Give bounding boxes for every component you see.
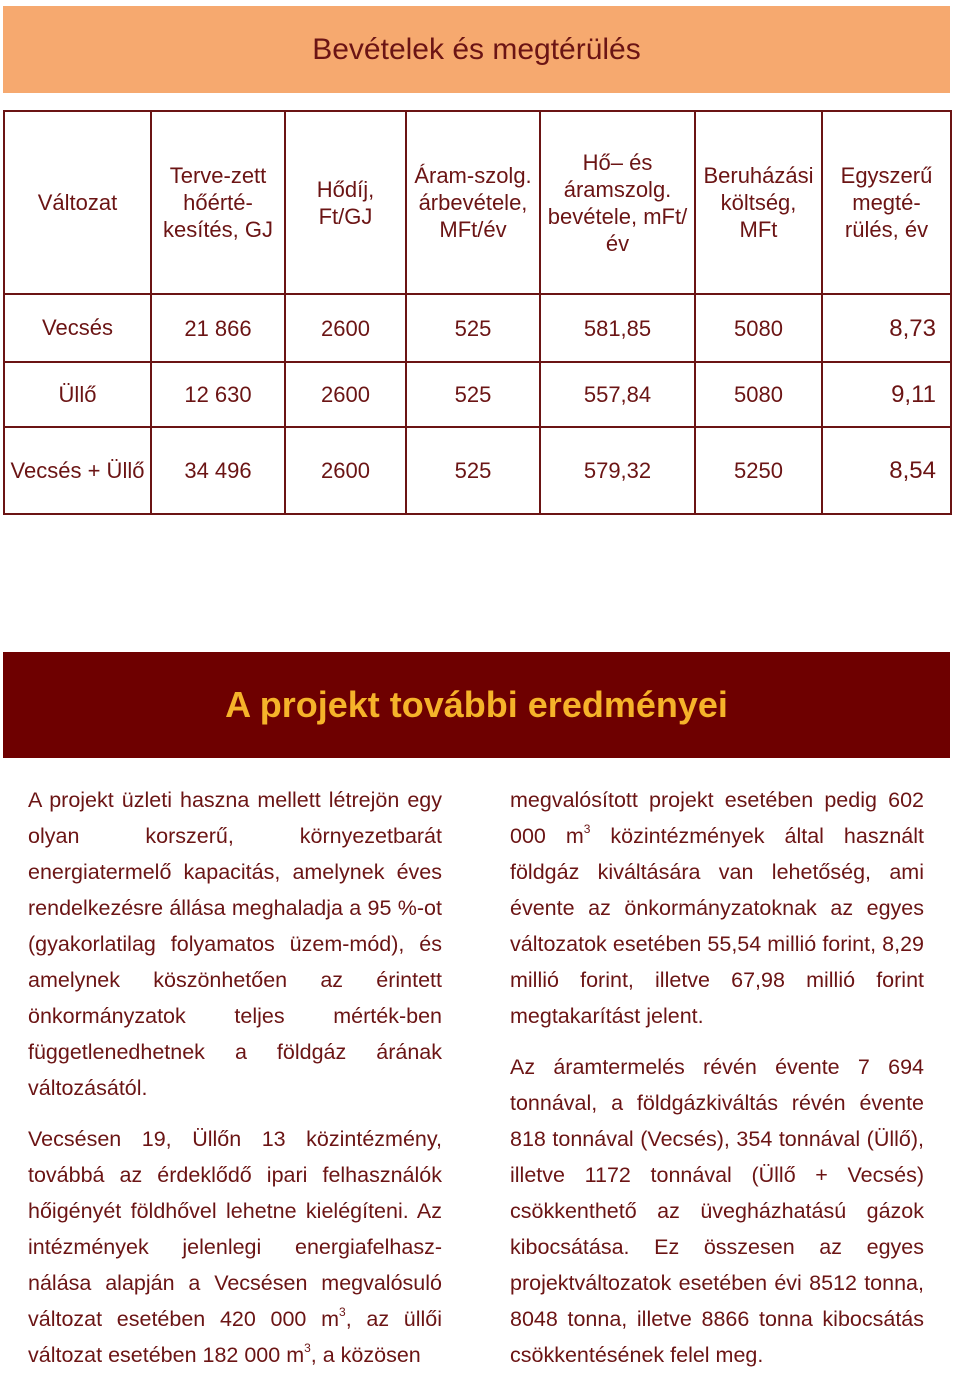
table-cell: Vecsés + Üllő <box>4 427 151 514</box>
table-cell: 8,54 <box>822 427 951 514</box>
table-cell: 525 <box>406 362 540 427</box>
header-cell: Változat <box>4 111 151 294</box>
superscript: 3 <box>583 821 591 836</box>
results-table <box>3 110 952 515</box>
table-cell: 2600 <box>285 294 406 362</box>
table-cell: 9,11 <box>822 362 951 427</box>
text-span: , az üllői változat esetében 182 000 m <box>28 1307 443 1367</box>
table-cell: 579,32 <box>540 427 695 514</box>
right-column <box>510 782 924 1388</box>
text-span: , a közösen <box>310 1343 421 1367</box>
table-cell: 2600 <box>285 362 406 427</box>
left-column <box>28 782 442 1388</box>
table-cell: 5250 <box>695 427 822 514</box>
table-cell: Vecsés <box>4 294 151 362</box>
table-cell: 8,73 <box>822 294 951 362</box>
superscript: 3 <box>304 1340 311 1355</box>
table-header-row <box>4 111 951 294</box>
table-cell: 581,85 <box>540 294 695 362</box>
text-span: közintézmények által használt földgáz kiváltására van lehetőség, ami évente az önkormányzatoknak az egyes változatok esetében 55,54 millió forint, 8,29 millió forint, illetve 67,98 millió forint megtakarítást jelent. <box>510 824 924 1028</box>
paragraph <box>28 1121 442 1373</box>
paragraph: Az áramtermelés révén évente 7 694 tonnával, a földgázkiváltás révén évente 818 tonnával (Vecsés), 354 tonnával (Üllő), illetve 1172 tonnával (Üllő + Vecsés) csökkenthető az üvegházhatású gázok kibocsátása. Ez összesen az egyes projektváltozatok esetében évi 8512 tonna, 8048 tonna, illetve 8866 tonna kibocsátás csökkentésének felel meg. <box>510 1055 924 1367</box>
header-cell: Egyszerű megté-rülés, év <box>822 111 951 294</box>
section-banner <box>3 652 950 758</box>
header-cell: Hő– és áramszolg. bevétele, mFt/év <box>540 111 695 294</box>
table-cell: Üllő <box>4 362 151 427</box>
table-cell: 2600 <box>285 427 406 514</box>
header-cell: Beruházási költség, MFt <box>695 111 822 294</box>
table-cell: 34 496 <box>151 427 285 514</box>
superscript: 3 <box>339 1304 346 1319</box>
paragraph <box>510 782 924 1034</box>
table-cell: 5080 <box>695 362 822 427</box>
table-cell: 12 630 <box>151 362 285 427</box>
table-row <box>4 362 951 427</box>
section-title: A projekt további eredményei <box>225 684 728 725</box>
table-row <box>4 427 951 514</box>
title-box <box>3 6 950 93</box>
table-cell: 21 866 <box>151 294 285 362</box>
table-cell: 557,84 <box>540 362 695 427</box>
text-span: megvalósított projekt esetében pedig 602 000 m <box>510 788 924 848</box>
table-cell: 525 <box>406 294 540 362</box>
header-cell: Hődíj, Ft/GJ <box>285 111 406 294</box>
header-cell: Terve-zett hőérté-kesítés, GJ <box>151 111 285 294</box>
text-span: Vecsésen 19, Üllőn 13 közintézmény, továbbá az érdeklődő ipari felhasználók hőigényét földhővel lehetne kielégíteni. Az intézmények jelenlegi energiafelhasz-nálása alapján a Vecsésen megvalósuló változat esetében 420 000 m <box>28 1127 442 1331</box>
header-cell: Áram-szolg. árbevétele, MFt/év <box>406 111 540 294</box>
table-cell: 5080 <box>695 294 822 362</box>
table-row <box>4 294 951 362</box>
table-cell: 525 <box>406 427 540 514</box>
page-title: Bevételek és megtérülés <box>312 32 641 66</box>
paragraph: A projekt üzleti haszna mellett létrejön egy olyan korszerű, környezetbarát energiatermelő kapacitás, amelynek éves rendelkezésre állása meghaladja a 95 %-ot (gyakorlatilag folyamatos üzem-mód), és amelynek köszönhetően az érintett önkormányzatok teljes mérték-ben függetlenedhetnek a földgáz árának változásától. <box>28 788 442 1100</box>
